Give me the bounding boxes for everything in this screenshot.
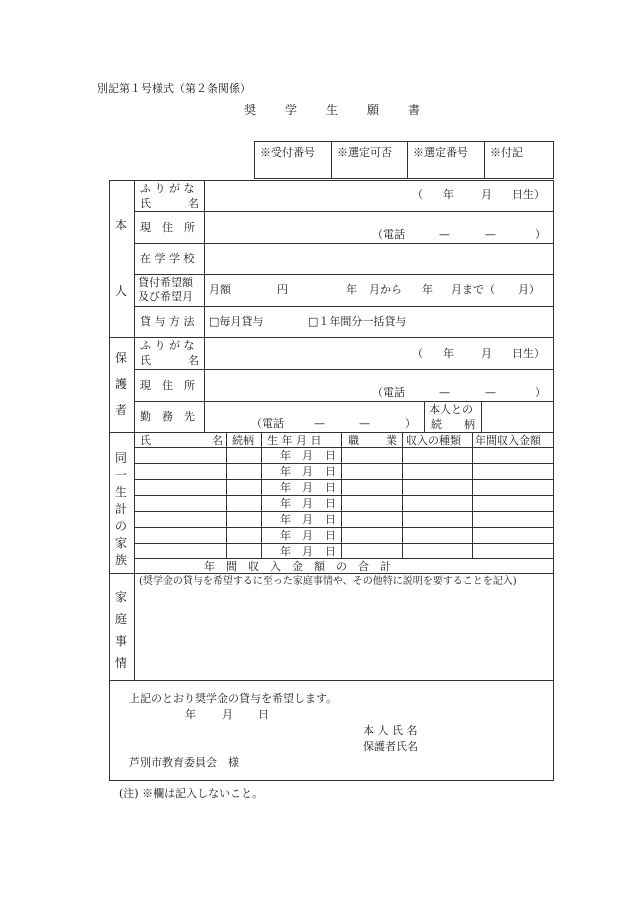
guardian-name-label-a: 氏 <box>140 354 151 367</box>
annual-income-total-label: 年 間 収 入 金 額 の 合 計 <box>204 560 391 573</box>
family-row-2-date-year: 年 <box>280 465 291 478</box>
circumstances-section-char-1: 家 <box>114 590 127 604</box>
family-row-4-date-day: 日 <box>325 497 336 510</box>
circumstances-section-char-4: 情 <box>114 656 127 670</box>
applicant-birthdate: 日生） <box>512 188 545 201</box>
monthly-amount-label: 月額 <box>209 283 231 296</box>
family-row-7-date-month: 月 <box>302 545 313 558</box>
applicant-furigana-label: ふ り が な <box>140 182 195 195</box>
family-section-char-4: 計 <box>114 502 127 516</box>
applicant-phone-label: （電話 <box>372 228 405 241</box>
family-row-4-date-month: 月 <box>302 497 313 510</box>
loan-amount-label: 貸付希望額 <box>138 276 193 289</box>
declaration-date: 日 <box>258 708 269 721</box>
family-row-2-date-month: 月 <box>302 465 313 478</box>
applicant-section-char-2: 人 <box>114 284 127 298</box>
family-row-5-date-month: 月 <box>302 513 313 526</box>
selection-result-cell: ※選定可否 <box>337 146 392 159</box>
family-section-char-3: 生 <box>114 485 127 499</box>
guardian-phone-label: （電話 <box>372 386 405 399</box>
guardian-workplace-label: 勤 務 先 <box>140 410 195 423</box>
applicant-address-label: 現 住 所 <box>140 221 195 234</box>
family-row-2-date-day: 日 <box>325 465 336 478</box>
loan-month-label: 及び希望月 <box>138 290 193 303</box>
addressee: 芦別市教育委員会 様 <box>129 756 239 769</box>
family-row-3-date-month: 月 <box>302 481 313 494</box>
relationship-label-1: 本人との <box>429 403 473 416</box>
form-title-char-1: 奨 <box>244 103 257 117</box>
family-row-7-date-day: 日 <box>325 545 336 558</box>
guardian-name-label-b: 名 <box>188 354 199 367</box>
form-number-label: 別記第１号様式（第２条関係） <box>97 82 251 95</box>
loan-method-label: 貸 与 方 法 <box>140 315 195 328</box>
family-header-name-b: 名 <box>212 434 223 447</box>
family-header-occupation-a: 職 <box>348 434 359 447</box>
family-header-relation: 続柄 <box>232 434 254 447</box>
selection-number-cell: ※選定番号 <box>413 146 468 159</box>
applicant-section-char-1: 本 <box>114 218 127 232</box>
family-header-name-a: 氏 <box>140 434 151 447</box>
family-row-3-date-year: 年 <box>280 481 291 494</box>
family-row-4-date-year: 年 <box>280 497 291 510</box>
circumstances-instruction: (奨学金の貸与を希望するに至った家庭事情や、その他特に説明を要することを記入) <box>139 576 517 587</box>
applicant-signature-label: 本 人 氏 名 <box>363 724 418 737</box>
family-section-char-2: 一 <box>114 468 127 482</box>
family-row-1-date-year: 年 <box>280 449 291 462</box>
guardian-signature-label: 保護者氏名 <box>363 740 418 753</box>
family-header-birthdate: 生 年 月 日 <box>267 434 322 447</box>
workplace-phone-label: （電話 <box>251 417 284 430</box>
family-row-1-date-day: 日 <box>325 449 336 462</box>
form-title-char-4: 願 <box>367 103 380 117</box>
family-section-char-5: の <box>114 519 127 533</box>
family-header-income-type: 収入の種類 <box>406 434 461 447</box>
form-title-char-2: 学 <box>285 103 298 117</box>
guardian-section-char-2: 護 <box>114 377 127 391</box>
family-row-1-date-month: 月 <box>302 449 313 462</box>
form-title-char-5: 書 <box>408 103 421 117</box>
guardian-birthdate: 日生） <box>512 347 545 360</box>
family-row-6-date-day: 日 <box>325 529 336 542</box>
applicant-name-label-b: 名 <box>188 197 199 210</box>
family-section-char-1: 同 <box>114 451 127 465</box>
declaration-statement: 上記のとおり奨学金の貸与を希望します。 <box>129 692 338 705</box>
family-row-5-date-day: 日 <box>325 513 336 526</box>
family-row-5-date-year: 年 <box>280 513 291 526</box>
monthly-loan-checkbox[interactable]: □毎月貸与 <box>209 315 264 328</box>
circumstances-section-char-2: 庭 <box>114 612 127 626</box>
lump-sum-loan-checkbox[interactable]: □１年間分一括貸与 <box>308 315 407 328</box>
form-title-char-3: 生 <box>326 103 339 117</box>
family-row-3-date-day: 日 <box>325 481 336 494</box>
relationship-label-2: 続 柄 <box>431 418 475 431</box>
family-section-char-7: 族 <box>114 553 127 567</box>
receipt-number-cell: ※受付番号 <box>260 146 315 159</box>
family-row-6-date-month: 月 <box>302 529 313 542</box>
remarks-cell: ※付記 <box>490 146 523 159</box>
family-row-7-date-year: 年 <box>280 545 291 558</box>
applicant-name-label-a: 氏 <box>140 197 151 210</box>
guardian-section-char-1: 保 <box>114 351 127 365</box>
footnote: (注) ※欄は記入しないこと。 <box>119 787 264 800</box>
circumstances-section-char-3: 事 <box>114 634 127 648</box>
guardian-address-label: 現 住 所 <box>140 379 195 392</box>
applicant-school-label: 在 学 学 校 <box>140 252 195 265</box>
family-section-char-6: 家 <box>114 536 127 550</box>
guardian-section-char-3: 者 <box>114 403 127 417</box>
family-header-annual-income: 年間収入金額 <box>475 434 541 447</box>
family-header-occupation-b: 業 <box>386 434 397 447</box>
guardian-furigana-label: ふ り が な <box>140 339 195 352</box>
family-row-6-date-year: 年 <box>280 529 291 542</box>
